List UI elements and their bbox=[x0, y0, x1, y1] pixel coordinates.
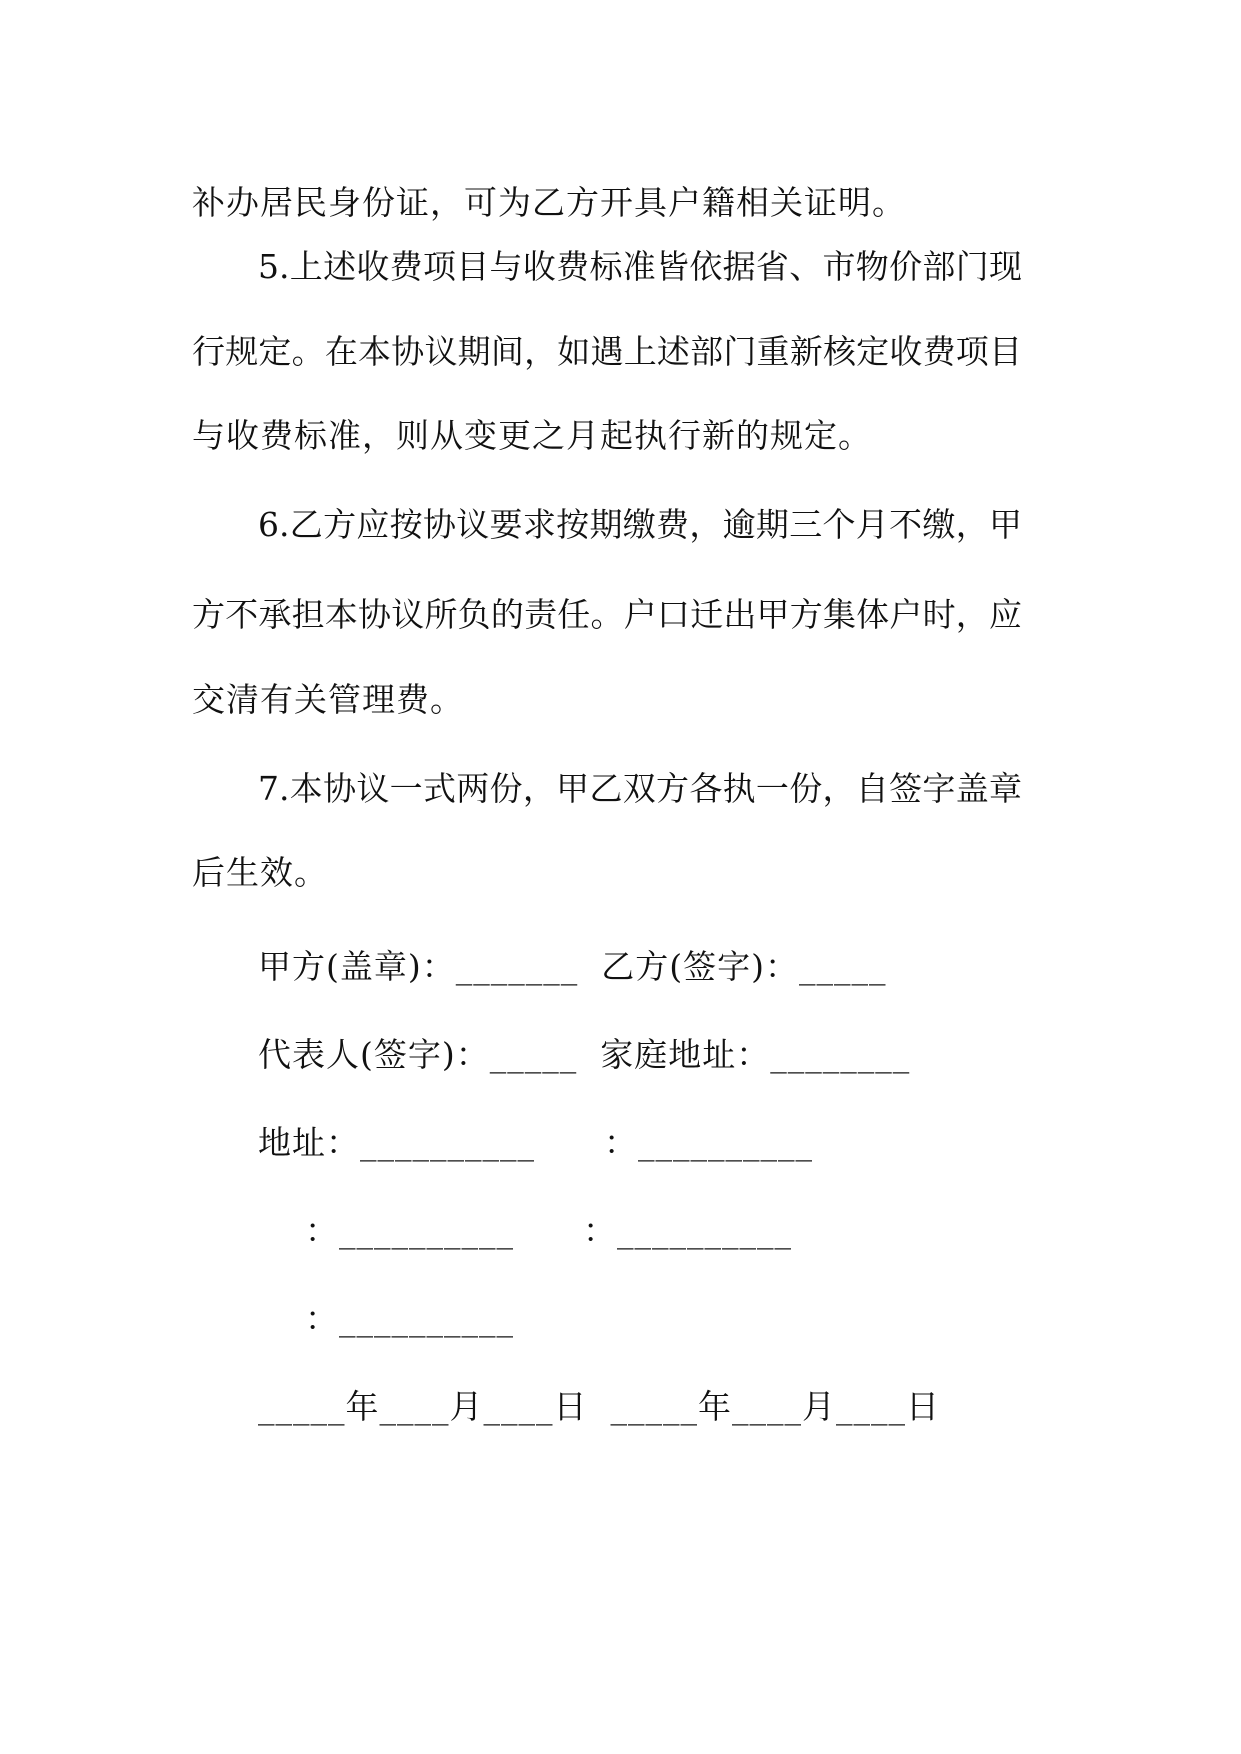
clause-6-line-1: 6.乙方应按协议要求按期缴费，逾期三个月不缴，甲 bbox=[258, 505, 1022, 544]
clause-5-line-1: 5.上述收费项目与收费标准皆依据省、市物价部门现 bbox=[258, 247, 1022, 286]
signature-blank-row-2: ：__________ bbox=[305, 1299, 514, 1338]
clause-5-line-2: 行规定。在本协议期间，如遇上述部门重新核定收费项目 bbox=[192, 332, 1022, 371]
clause-6-line-2: 方不承担本协议所负的责任。户口迁出甲方集体户时，应 bbox=[192, 595, 1022, 634]
clause-6-line-3: 交清有关管理费。 bbox=[192, 680, 464, 719]
signature-address-row: 地址：__________ ：__________ bbox=[258, 1123, 813, 1162]
clause-7-line-2: 后生效。 bbox=[192, 853, 328, 892]
clause-7-line-1: 7.本协议一式两份，甲乙双方各执一份，自签字盖章 bbox=[258, 769, 1022, 808]
paragraph-line: 补办居民身份证，可为乙方开具户籍相关证明。 bbox=[192, 183, 906, 222]
signature-representative-address: 代表人(签字)：_____ 家庭地址：________ bbox=[258, 1035, 911, 1074]
signature-blank-row-1: ：__________ ：__________ bbox=[305, 1211, 792, 1250]
signature-date-row: _____年____月____日 _____年____月____日 bbox=[258, 1387, 940, 1426]
signature-party-a-b: 甲方(盖章)：_______ 乙方(签字)：_____ bbox=[258, 947, 887, 986]
clause-5-line-3: 与收费标准，则从变更之月起执行新的规定。 bbox=[192, 416, 872, 455]
